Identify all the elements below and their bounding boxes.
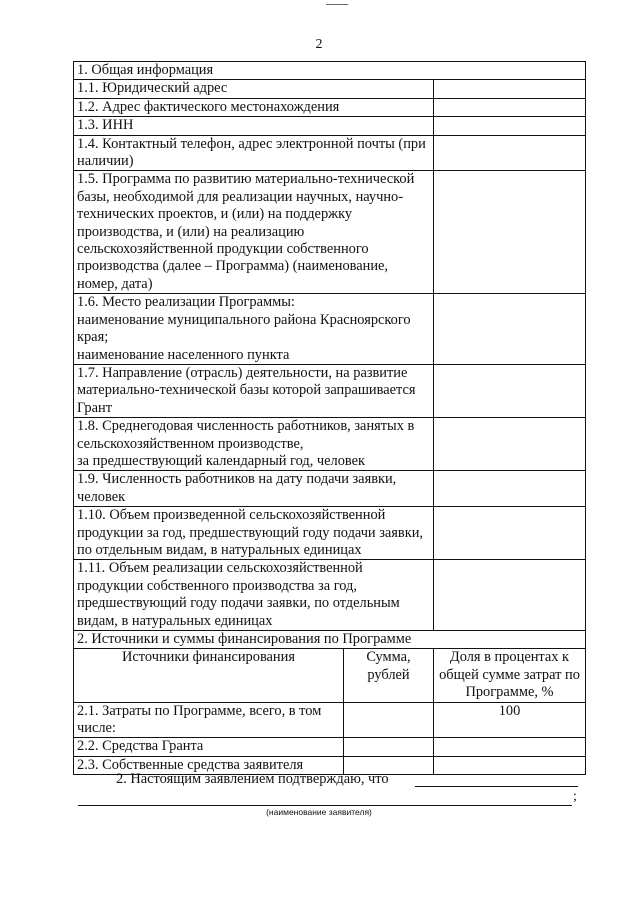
actual-address-value[interactable]: [434, 98, 586, 116]
header-sum: Сумма, рублей: [344, 649, 434, 702]
own-funds-label: 2.3. Собственные средства заявителя: [74, 756, 344, 774]
activity-direction-label: 1.7. Направление (отрасль) деятельности, на развитие материально-технической базы которой запрашивается Грант: [74, 364, 434, 417]
grant-funds-label: 2.2. Средства Гранта: [74, 738, 344, 756]
total-costs-share: 100: [434, 702, 586, 738]
form-row: [74, 560, 586, 631]
form-row: [74, 80, 586, 98]
section-financing: 2. Источники и суммы финансирования по Программе: [74, 631, 586, 649]
sales-volume-label: 1.11. Объем реализации сельскохозяйственной продукции собственного производства за год, предшествующий году подачи заявки, по отдельным видам, в натуральных единицах: [74, 560, 434, 631]
header-sources: Источники финансирования: [74, 649, 344, 702]
own-funds-share[interactable]: [434, 756, 586, 774]
inn-label: 1.3. ИНН: [74, 117, 434, 135]
grant-funds-sum[interactable]: [344, 738, 434, 756]
form-row: [74, 418, 586, 471]
activity-direction-value[interactable]: [434, 364, 586, 417]
financing-row: [74, 702, 586, 738]
contacts-label: 1.4. Контактный телефон, адрес электронной почты (при наличии): [74, 135, 434, 171]
financing-header-row: [74, 649, 586, 702]
contacts-value[interactable]: [434, 135, 586, 171]
form-row: [74, 98, 586, 116]
employees-count-value[interactable]: [434, 471, 586, 507]
program-location-label: 1.6. Место реализации Программы: наименование муниципального района Красноярского края; наименование населенного пункта: [74, 294, 434, 365]
section-2-row: [74, 631, 586, 649]
program-location-value[interactable]: [434, 294, 586, 365]
applicant-name-line-1[interactable]: [415, 786, 578, 787]
inn-value[interactable]: [434, 117, 586, 135]
application-form-table: [73, 61, 586, 775]
form-row: [74, 364, 586, 417]
form-row: [74, 507, 586, 560]
avg-employees-value[interactable]: [434, 418, 586, 471]
avg-employees-label: 1.8. Среднегодовая численность работников, занятых в сельскохозяйственном производстве, за предшествующий календарный год, человек: [74, 418, 434, 471]
form-row: [74, 171, 586, 294]
program-value[interactable]: [434, 171, 586, 294]
form-row: [74, 471, 586, 507]
production-volume-label: 1.10. Объем произведенной сельскохозяйственной продукции за год, предшествующий году подачи заявки, по отдельным видам, в натуральных единицах: [74, 507, 434, 560]
sales-volume-value[interactable]: [434, 560, 586, 631]
grant-funds-share[interactable]: [434, 738, 586, 756]
semicolon: ;: [573, 789, 577, 804]
applicant-name-line-2[interactable]: [78, 805, 572, 806]
form-row: [74, 135, 586, 171]
header-share: Доля в процентах к общей сумме затрат по Программе, %: [434, 649, 586, 702]
legal-address-value[interactable]: [434, 80, 586, 98]
actual-address-label: 1.2. Адрес фактического местонахождения: [74, 98, 434, 116]
total-costs-sum[interactable]: [344, 702, 434, 738]
legal-address-label: 1.1. Юридический адрес: [74, 80, 434, 98]
form-row: [74, 294, 586, 365]
form-row: [74, 117, 586, 135]
section-general-info: 1. Общая информация: [74, 62, 586, 80]
top-mark: [326, 4, 348, 5]
program-label: 1.5. Программа по развитию материально-технической базы, необходимой для реализации научных, научно-технических проектов, и (или) на поддержку производства, и (или) на реализацию сельскохозяйственной продукции собственного производства (далее – Программа) (наименование, номер, дата): [74, 171, 434, 294]
production-volume-value[interactable]: [434, 507, 586, 560]
financing-row: [74, 738, 586, 756]
section-1-row: [74, 62, 586, 80]
confirmation-text: 2. Настоящим заявлением подтверждаю, что: [116, 771, 389, 787]
employees-count-label: 1.9. Численность работников на дату подачи заявки, человек: [74, 471, 434, 507]
applicant-name-caption: (наименование заявителя): [266, 807, 372, 817]
page-number: 2: [315, 37, 323, 52]
total-costs-label: 2.1. Затраты по Программе, всего, в том числе:: [74, 702, 344, 738]
